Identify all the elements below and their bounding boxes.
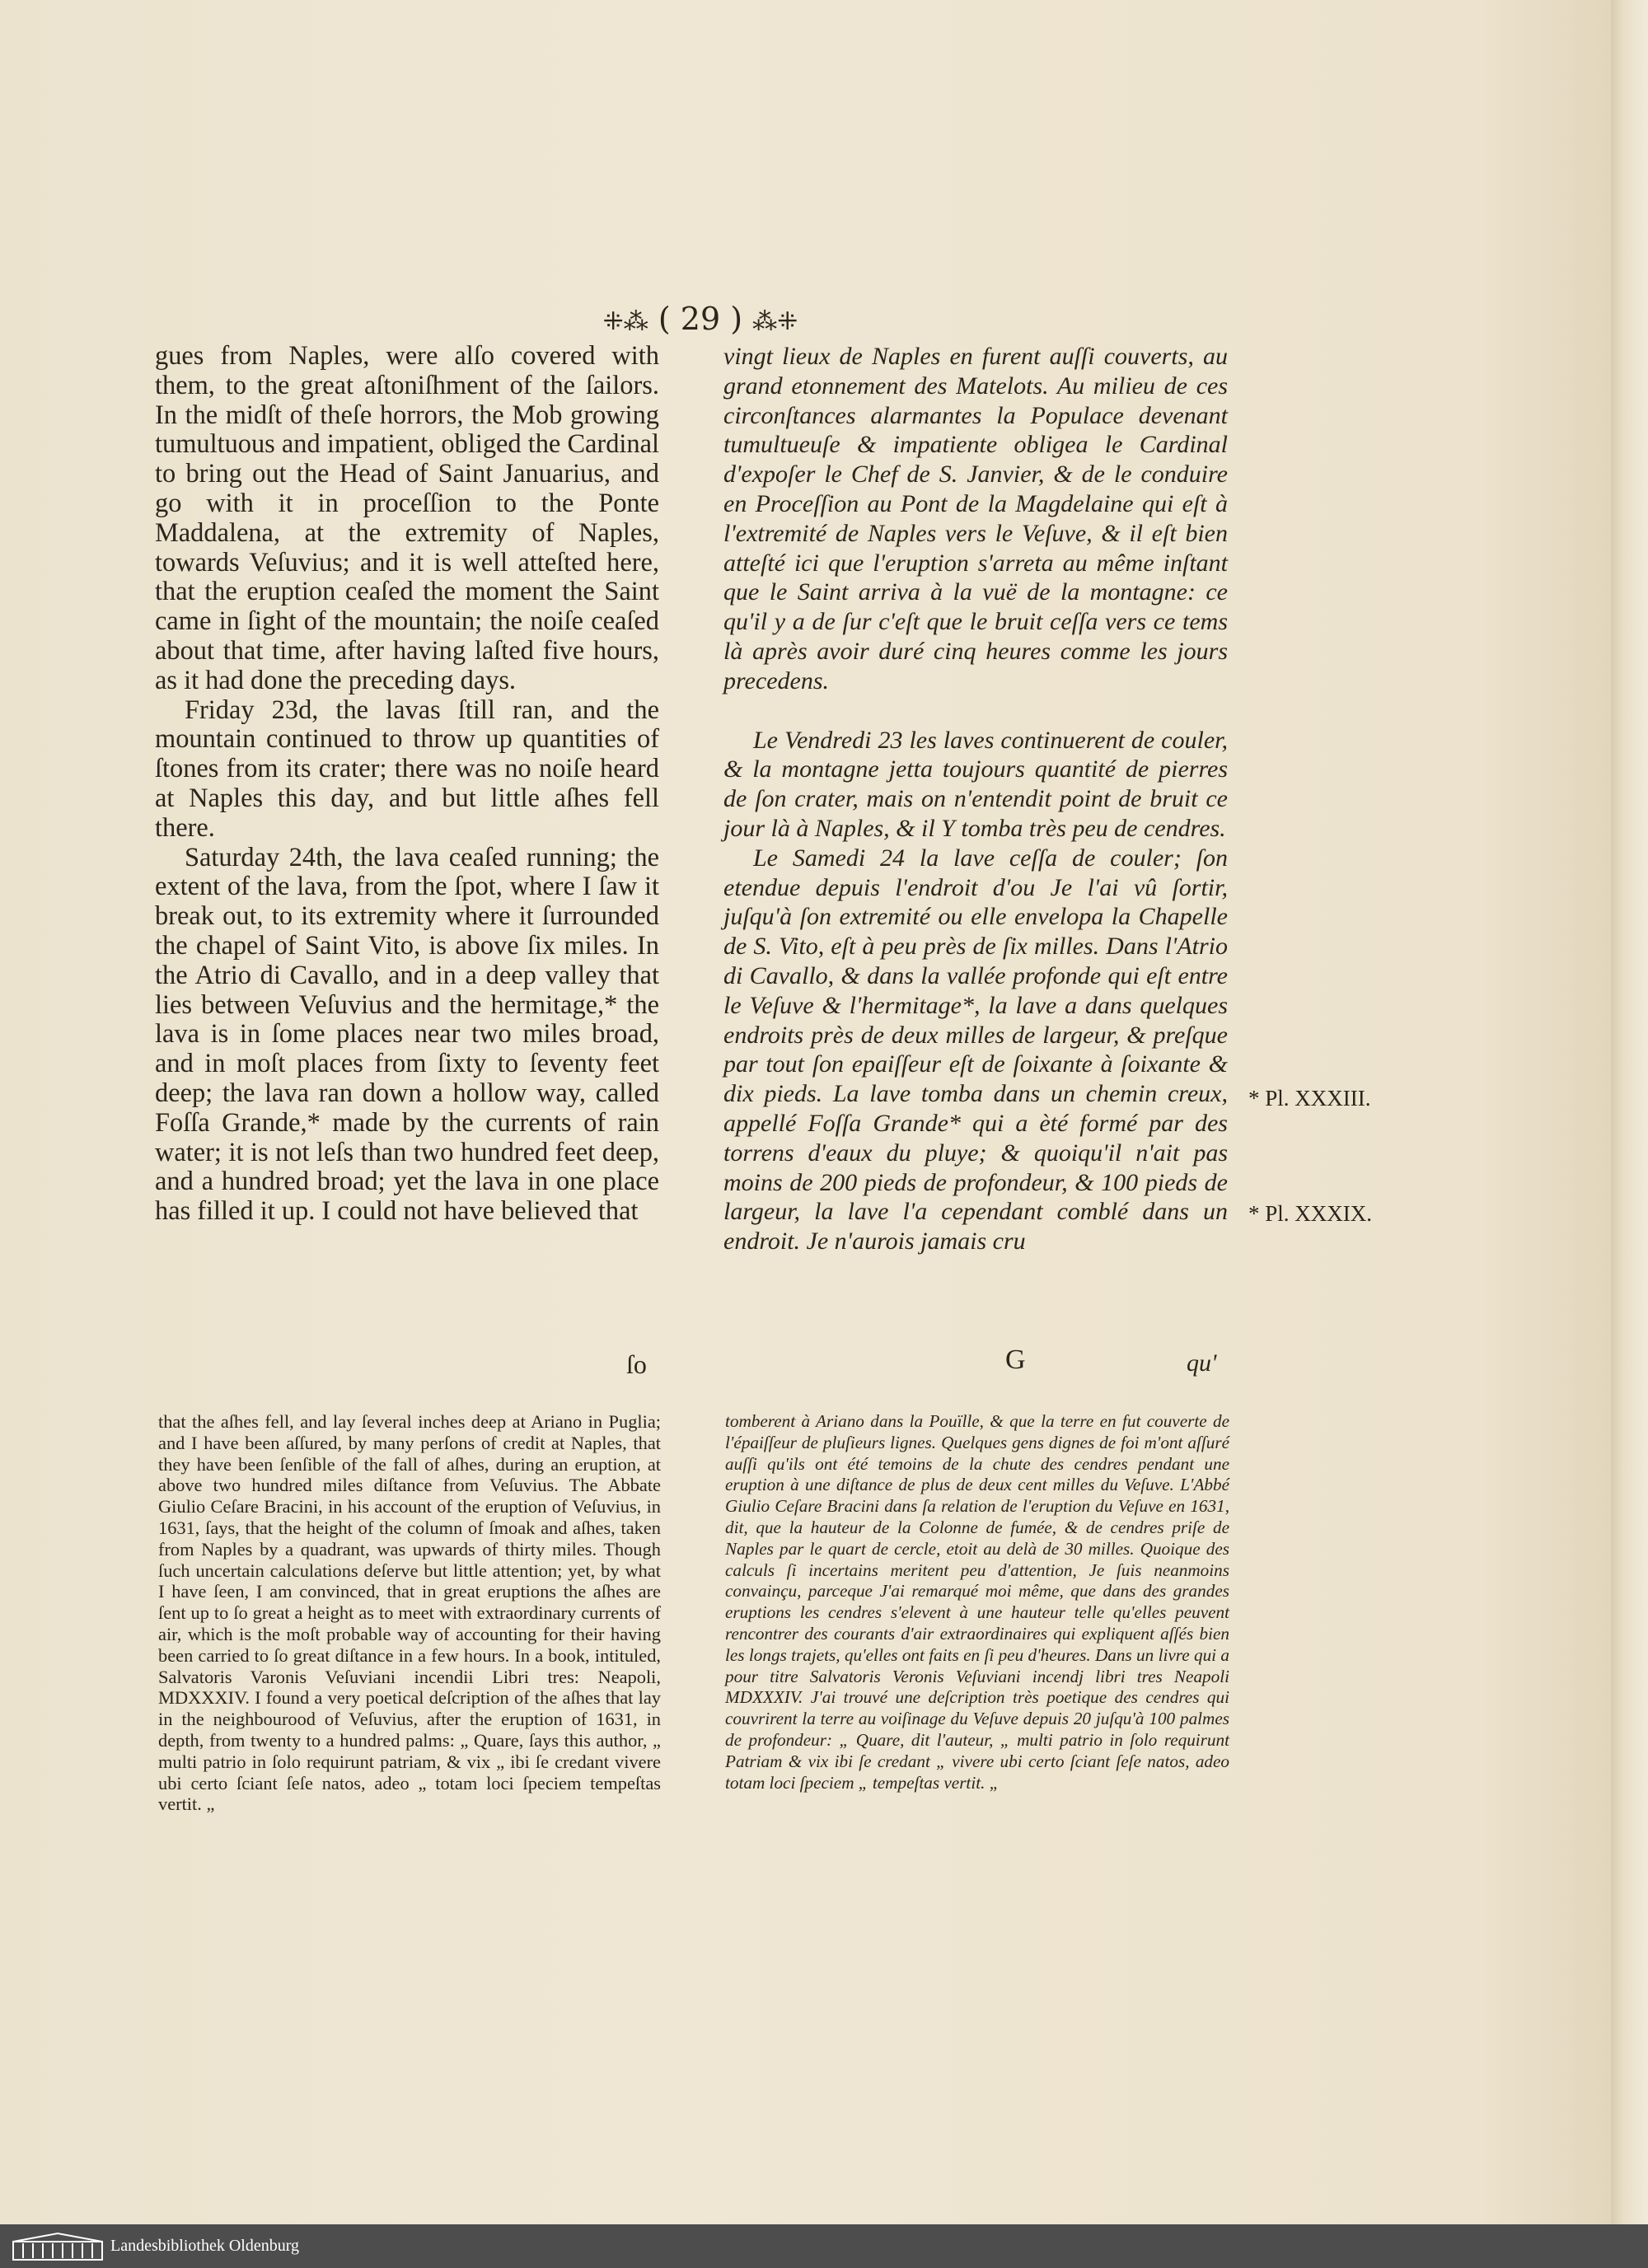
- page-number-header: [577, 298, 824, 339]
- margin-note-plate-39: * Pl. XXXIX.: [1248, 1201, 1373, 1226]
- french-paragraph-3: Le Samedi 24 la lave ceſſa de couler; ſon etendue depuis l'endroit d'ou Je l'ai vû ſortir, juſqu'à ſon extremité ou elle envelopa la Chapelle de S. Vito, eſt à peu près de ſix milles. Dans l'Atrio di Cavallo, & dans la vallée profonde qui eſt entre le Veſuve & l'hermitage*, la lave a dans quelques endroits près de deux milles de largeur, & preſque par tout ſon epaiſſeur eſt de ſoixante à ſoixante & dix pieds. La lave tomba dans un chemin creux, appellé Foſſa Grande* qui a èté formé par des torrens d'eaux du pluye; & quoiqu'il n'ait pas moins de 200 pieds de profondeur, & 100 pieds de largeur, la lave l'a cependant comblé dans un endroit. Je n'aurois jamais cru: [723, 844, 1228, 1256]
- french-paragraph-1: vingt lieux de Naples en furent auſſi couverts, au grand etonnement des Matelots. Au milieu de ces circonſtances alarmantes la Populace devenant tumultueuſe & impatiente obligea le Cardinal d'expoſer le Chef de S. Janvier, & de le conduire en Proceſſion au Pont de la Magdelaine qui eſt à l'extremité de Naples vers le Veſuve, & il eſt bien atteſté ici que l'eruption s'arreta au même inſtant que le Saint arriva à la vuë de la montagne: ce qu'il y a de ſur c'eſt que le bruit ceſſa vers ce tems là après avoir duré cinq heures comme les jours precedens.: [723, 343, 1228, 694]
- margin-note-plate-33: * Pl. XXXIII.: [1248, 1086, 1371, 1111]
- french-footnote: tomberent à Ariano dans la Pouïlle, & que la terre en fut couverte de l'épaiſſeur de pluſieurs lignes. Quelques gens dignes de foi m'ont aſſuré auſſi qu'ils ont été temoins de la chute des cendres pendant une eruption à une diſtance de plus de deux cent milles du Veſuve. L'Abbé Giulio Ceſare Bracini dans ſa relation de l'eruption du Veſuve en 1631, dit, que la hauteur de la Colonne de fumée, & de cendres priſe de Naples par le quart de cercle, etoit au delà de 30 milles. Quoique des calculs ſi incertains meritent peu d'attention, Je ſuis neanmoins convainçu, parceque J'ai remarqué moi même, que dans des grandes eruptions les cendres s'elevent à une hauteur telle qu'elles peuvent rencontrer des courants d'air extraordinaires qui expliquent aſſés bien les longs trajets, qu'elles ont faits en ſi peu d'heures. Dans un livre qui a pour titre Salvatoris Veronis Veſuviani incendj libri tres Neapoli MDXXXIV. J'ai trouvé une deſcription très poetique des cendres qui couvrirent la terre au voiſinage du Veſuve depuis 20 juſqu'à 100 palmes de profondeur: „ Quare, dit l'auteur, „ multi patrio in ſolo requirunt Patriam & vix ibi ſe credant „ vivere ubi certo ſciant ſeſe natos, adeo totam loci ſpeciem „ tempeſtas vertit. „: [725, 1411, 1229, 1793]
- french-paragraph-2: Le Vendredi 23 les laves continuerent de couler, & la montagne jetta toujours quantité de pierres de ſon crater, mais on n'entendit point de bruit ce jour là à Naples, & il Y tomba très peu de cendres.: [723, 726, 1228, 842]
- english-paragraph-2: Friday 23d, the lavas ſtill ran, and the mountain continued to throw up quantities of ſtones from its crater; there was no noiſe heard at Naples this day, and but little aſhes fell there.: [155, 694, 659, 843]
- library-name: Landesbibliothek Oldenburg: [110, 2237, 300, 2255]
- page-number: ( 29 ): [658, 301, 743, 337]
- paragraph-spacer: [723, 696, 1228, 726]
- signature-mark: G: [1005, 1344, 1026, 1375]
- english-footnote: that the aſhes fell, and lay ſeveral inches deep at Ariano in Puglia; and I have been aſſured, by many perſons of credit at Naples, that they have been ſenſible of the fall of aſhes, during an eruption, at above two hundred miles diſtance from Veſuvius. The Abbate Giulio Ceſare Bracini, in his account of the eruption of Veſuvius, in 1631, ſays, that the height of the column of ſmoak and aſhes, taken from Naples by a quadrant, was upwards of thirty miles. Though ſuch uncertain calculations deſerve but little attention; yet, by what I have ſeen, I am convinced, that in great eruptions the aſhes are ſent up to ſo great a height as to meet with extraordinary currents of air, which is the moſt probable way of accounting for their having been carried to ſo great diſtance in a few hours. In a book, intituled, Salvatoris Varonis Veſuviani incendii Libri tres: Neapoli, MDXXXIV. I found a very poetical deſcription of the aſhes that lay in the neighbourood of Veſuvius, after the eruption of 1631, in depth, from twenty to a hundred palms: „ Quare, ſays this author, „ multi patrio in ſolo requirunt patriam, & vix „ ibi ſe credant vivere ubi certo ſciant ſeſe natos, adeo „ totam loci ſpeciem tempeſtas vertit. „: [158, 1411, 661, 1815]
- english-paragraph-3: Saturday 24th, the lava ceaſed running; the extent of the lava, from the ſpot, where I ſaw it break out, to its extremity where it ſurrounded the chapel of Saint Vito, is above ſix miles. In the Atrio di Cavallo, and in a deep valley that lies between Veſuvius and the hermitage,* the lava is in ſome places near two miles broad, and in moſt places from ſixty to ſeventy feet deep; the lava ran down a hollow way, called Foſſa Grande,* made by the currents of rain water; it is not leſs than two hundred feet deep, and a hundred broad; yet the lava in one place has filled it up. I could not have believed that: [155, 842, 659, 1227]
- french-catchword: qu': [1187, 1349, 1217, 1377]
- library-building-icon: [12, 2232, 104, 2261]
- english-catchword: ſo: [626, 1349, 647, 1379]
- english-column: [155, 342, 659, 1227]
- page-edge: [1611, 0, 1648, 2224]
- french-column: [723, 342, 1228, 1256]
- english-paragraph-1: gues from Naples, were alſo covered with them, to the great aſtoniſhment of the ſailors. In the midſt of theſe horrors, the Mob growing tumultuous and impatient, obliged the Cardinal to bring out the Head of Saint Januarius, and go with it in proceſſion to the Ponte Maddalena, at the extremity of Naples, towards Veſuvius; and it is well atteſted here, that the eruption ceaſed the moment the Saint came in ſight of the mountain; the noiſe ceaſed about that time, after having laſted five hours, as it had done the preceding days.: [155, 341, 659, 695]
- right-ornament-icon: ⁂⁜: [752, 307, 798, 336]
- left-ornament-icon: ⁜⁂: [602, 307, 648, 336]
